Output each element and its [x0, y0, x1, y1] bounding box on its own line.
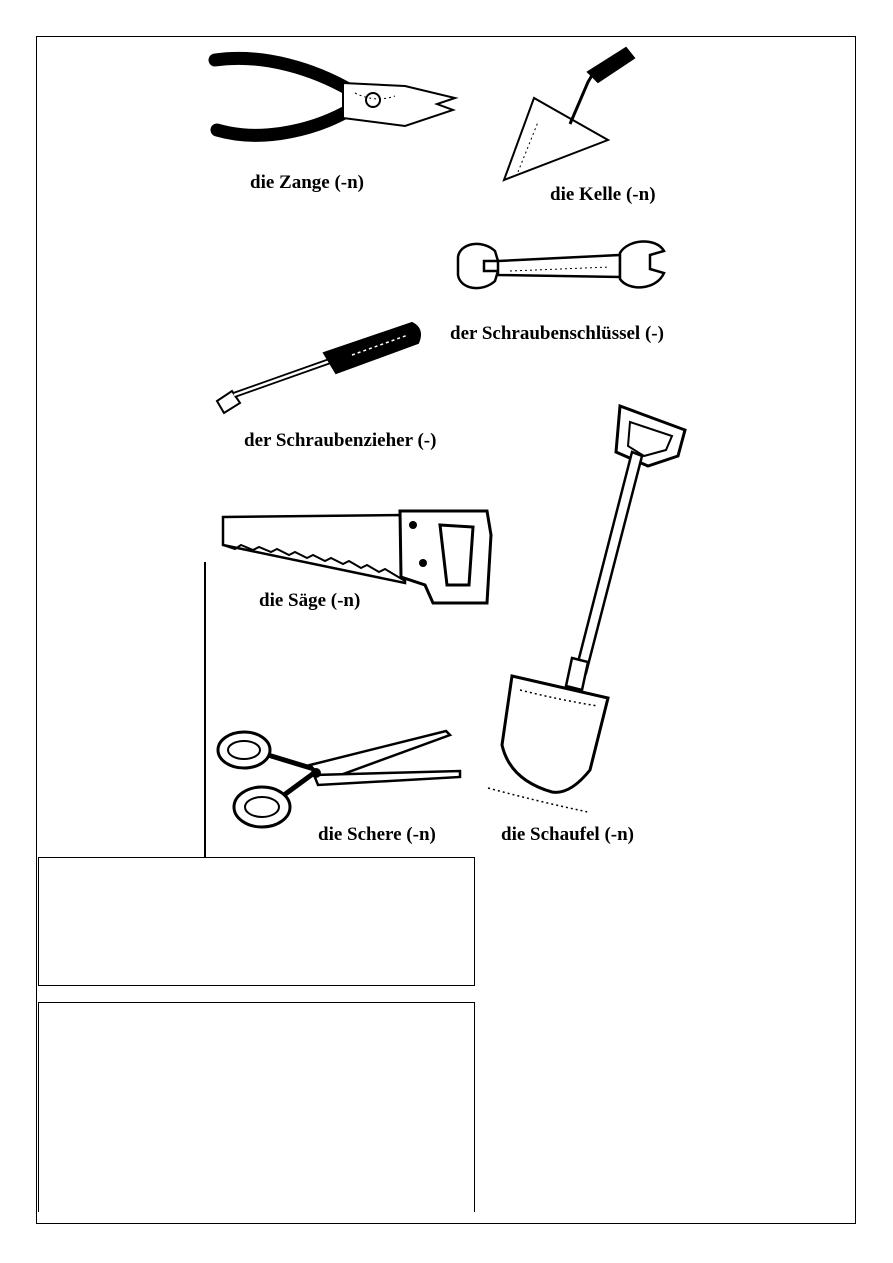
- scissors-icon: [214, 725, 464, 835]
- screwdriver-icon: [212, 315, 424, 417]
- answer-box-1[interactable]: [38, 857, 475, 986]
- tool-label-saege: die Säge (-n): [259, 590, 361, 611]
- wrench-icon: [450, 235, 670, 310]
- divider-line: [204, 562, 206, 858]
- tool-label-schraubenschluessel: der Schraubenschlüssel (-): [450, 323, 664, 344]
- tool-label-schaufel: die Schaufel (-n): [501, 824, 634, 845]
- answer-box-2[interactable]: [38, 1002, 475, 1212]
- tool-label-schraubenzieher: der Schraubenzieher (-): [244, 430, 437, 451]
- pliers-icon: [205, 48, 460, 163]
- trowel-icon: [498, 42, 638, 187]
- shovel-icon: [480, 400, 695, 820]
- tool-label-zange: die Zange (-n): [250, 172, 364, 193]
- tool-label-kelle: die Kelle (-n): [550, 184, 656, 205]
- tool-label-schere: die Schere (-n): [318, 824, 436, 845]
